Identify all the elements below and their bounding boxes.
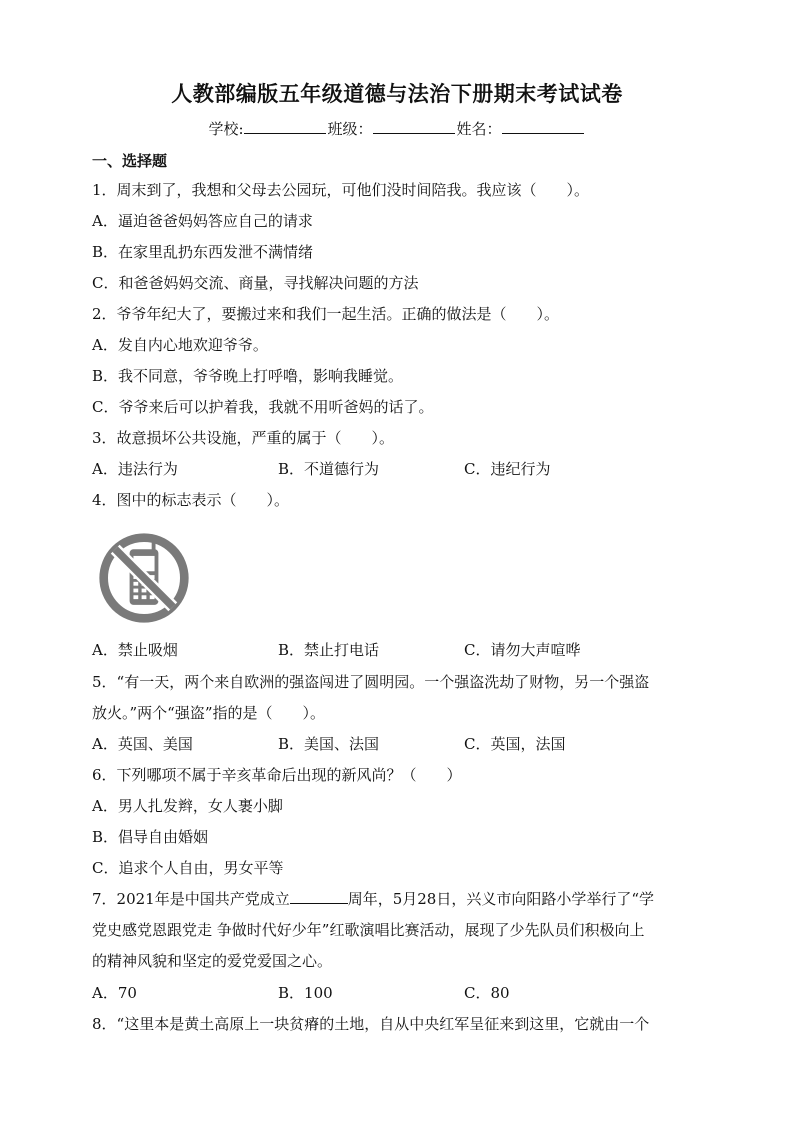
question-4-option-a[interactable]: A．禁止吸烟 xyxy=(92,641,178,659)
question-6-option-c[interactable]: C．追求个人自由，男女平等 xyxy=(92,859,284,877)
question-4-stem: 4．图中的标志表示（ ）。 xyxy=(92,491,290,509)
name-blank[interactable] xyxy=(502,119,584,134)
question-7-option-c[interactable]: C．80 xyxy=(464,984,510,1002)
question-1-stem: 1．周末到了，我想和父母去公园玩，可他们没时间陪我。我应该（ ）。 xyxy=(92,181,590,199)
question-6-option-a[interactable]: A．男人扎发辫，女人裹小脚 xyxy=(92,797,283,815)
question-3-option-a[interactable]: A．违法行为 xyxy=(92,460,178,478)
question-3-option-b[interactable]: B．不道德行为 xyxy=(278,460,380,478)
no-phone-sign-icon xyxy=(96,530,192,626)
question-6-option-b[interactable]: B．倡导自由婚姻 xyxy=(92,828,209,846)
exam-title: 人教部编版五年级道德与法治下册期末考试试卷 xyxy=(171,82,623,106)
question-3-stem: 3．故意损坏公共设施，严重的属于（ ）。 xyxy=(92,429,395,447)
question-7-stem-line-2: 党史感党恩跟党走 争做时代好少年”红歌演唱比赛活动，展现了少先队员们积极向上 xyxy=(92,921,645,939)
question-2-stem: 2．爷爷年纪大了，要搬过来和我们一起生活。正确的做法是（ ）。 xyxy=(92,305,560,323)
question-1-option-c[interactable]: C．和爸爸妈妈交流、商量，寻找解决问题的方法 xyxy=(92,274,419,292)
question-2-option-c[interactable]: C．爷爷来后可以护着我，我就不用听爸妈的话了。 xyxy=(92,398,434,416)
question-8-stem-line-1: 8．“这里本是黄土高原上一块贫瘠的土地，自从中央红军呈征来到这里，它就由一个 xyxy=(92,1015,650,1033)
question-7-option-a[interactable]: A．70 xyxy=(92,984,137,1002)
question-7-stem-line-3: 的精神风貌和坚定的爱党爱国之心。 xyxy=(92,952,333,970)
class-blank[interactable] xyxy=(373,119,455,134)
question-4-option-c[interactable]: C．请勿大声喧哗 xyxy=(464,641,581,659)
question-6-stem: 6．下列哪项不属于辛亥革命后出现的新风尚？（ ） xyxy=(92,766,462,784)
section-title: 一、选择题 xyxy=(92,152,168,170)
question-7-stem-part-b: 周年，5月28日，兴义市向阳路小学举行了“学 xyxy=(347,890,655,908)
question-4-option-b[interactable]: B．禁止打电话 xyxy=(278,641,380,659)
name-label: 姓名： xyxy=(456,120,502,138)
school-blank[interactable] xyxy=(244,119,326,134)
question-7-fill-blank[interactable] xyxy=(290,889,348,904)
student-info-line xyxy=(0,118,794,139)
class-label: 班级： xyxy=(327,120,373,138)
question-7-stem-line-1 xyxy=(92,889,654,909)
question-3-option-c[interactable]: C．违纪行为 xyxy=(464,460,551,478)
question-5-option-b[interactable]: B．美国、法国 xyxy=(278,735,380,753)
question-5-option-a[interactable]: A．英国、美国 xyxy=(92,735,193,753)
question-2-option-a[interactable]: A．发自内心地欢迎爷爷。 xyxy=(92,336,268,354)
school-label: 学校: xyxy=(208,120,244,138)
question-2-option-b[interactable]: B．我不同意，爷爷晚上打呼噜，影响我睡觉。 xyxy=(92,367,404,385)
question-5-option-c[interactable]: C．英国，法国 xyxy=(464,735,566,753)
question-5-stem-line-1: 5．“有一天，两个来自欧洲的强盗闯进了圆明园。一个强盗洗劫了财物，另一个强盗 xyxy=(92,673,650,691)
question-5-stem-line-2: 放火。”两个“强盗”指的是（ ）。 xyxy=(92,704,326,722)
question-7-stem-part-a: 7．2021年是中国共产党成立 xyxy=(92,890,290,908)
question-7-option-b[interactable]: B．100 xyxy=(278,984,333,1002)
question-1-option-a[interactable]: A．逼迫爸爸妈妈答应自己的请求 xyxy=(92,212,313,230)
question-1-option-b[interactable]: B．在家里乱扔东西发泄不满情绪 xyxy=(92,243,314,261)
